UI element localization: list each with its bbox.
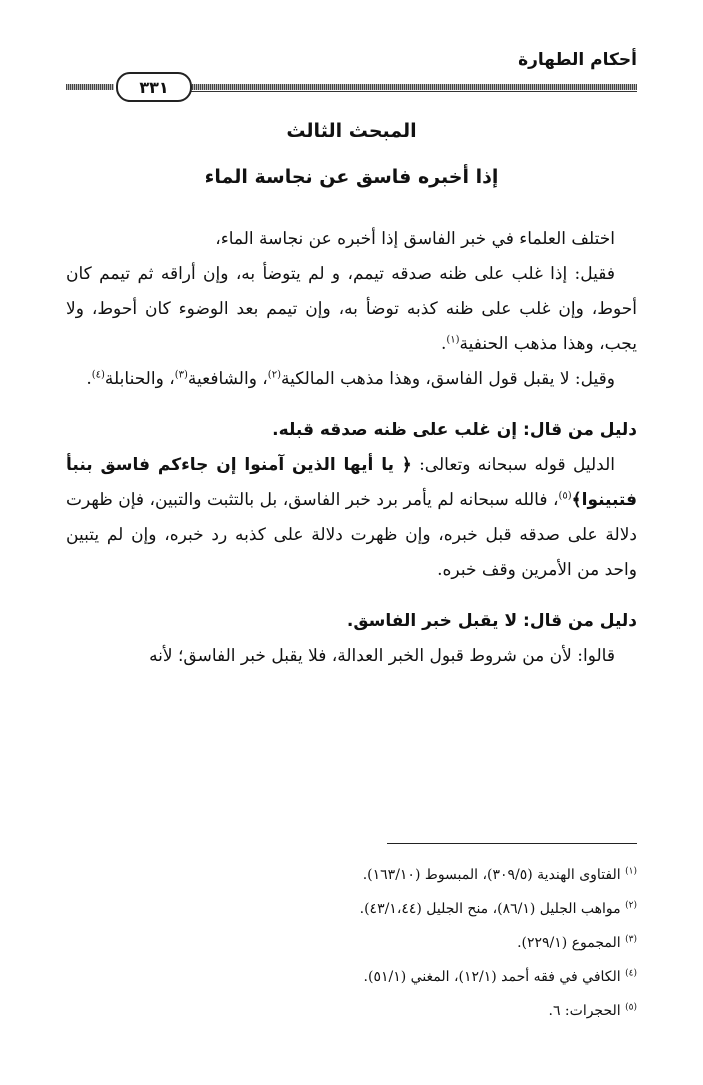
- footnote: [66, 858, 637, 892]
- paragraph-text: وقيل: لا يقبل قول الفاسق، وهذا مذهب المالكية: [280, 369, 615, 389]
- running-title: أحكام الطهارة: [518, 50, 637, 70]
- paragraph: [66, 362, 637, 397]
- paragraph: [66, 257, 637, 362]
- header-left-rule: [66, 84, 114, 90]
- evidence-heading: دليل من قال: إن غلب على ظنه صدقه قبله.: [272, 420, 637, 440]
- paragraph-text: ، والشافعية: [187, 369, 268, 389]
- footnote: [66, 994, 637, 1028]
- footnote-text: الفتاوى الهندية (٣٠٩/٥)، المبسوط (١٦٣/١٠).: [362, 867, 621, 883]
- quran-verse: ﴿ يا أيها الذين آمنوا إن جاءكم فاسق بنبأ فتبينوا﴾: [66, 455, 637, 510]
- header-rule: [190, 84, 637, 90]
- body-text: [66, 222, 637, 674]
- footnote-ref[interactable]: (٥): [558, 490, 572, 502]
- footnote-number: (٥): [625, 1002, 637, 1013]
- paragraph-text: فقيل: إذا غلب على ظنه صدقه تيمم، و لم يتوضأ به، وإن أراقه ثم تيمم كان أحوط، وإن غلب على ظنه كذبه توضأ به، وإن تيمم بعد الوضوء كان أحوط، ولا يجب، وهذا مذهب الحنفية: [66, 264, 637, 354]
- paragraph: [66, 448, 637, 588]
- footnote-ref[interactable]: (١): [446, 334, 460, 346]
- paragraph-text: ، فالله سبحانه لم يأمر برد خبر الفاسق، بل بالتثبت والتبين، فإن ظهرت دلالة على صدقه قبل خبره، وإن ظهرت دلالة على كذبه رد خبره، وإن لم يتبين واحد من الأمرين وقف خبره.: [66, 490, 637, 580]
- paragraph-text: ، والحنابلة: [104, 369, 175, 389]
- footnote-number: (٢): [625, 900, 637, 911]
- footnote-ref[interactable]: (٣): [174, 369, 188, 381]
- footnote-text: المجموع (٢٢٩/١).: [517, 935, 621, 951]
- paragraph: [66, 639, 637, 674]
- footnote-text: الحجرات: ٦.: [548, 1003, 621, 1019]
- evidence-heading: دليل من قال: لا يقبل خبر الفاسق.: [346, 611, 637, 631]
- footnote-separator: [387, 843, 637, 844]
- paragraph-text: الدليل قوله سبحانه وتعالى:: [411, 455, 615, 475]
- header-rule-thin: [190, 91, 637, 92]
- footnotes: [66, 858, 637, 1028]
- footnote-text: الكافي في فقه أحمد (١٢/١)، المغني (٥١/١).: [363, 969, 621, 985]
- footnote-number: (٣): [625, 934, 637, 945]
- footnote-text: مواهب الجليل (٨٦/١)، منح الجليل (٤٣/١،٤٤).: [359, 901, 621, 917]
- paragraph-text: قالوا: لأن من شروط قبول الخبر العدالة، فلا يقبل خبر الفاسق؛ لأنه: [149, 646, 615, 666]
- paragraph-text: .: [86, 369, 92, 389]
- footnote: [66, 960, 637, 994]
- paragraph-text: اختلف العلماء في خبر الفاسق إذا أخبره عن نجاسة الماء،: [215, 229, 615, 249]
- footnote: [66, 926, 637, 960]
- paragraph-text: .: [440, 334, 447, 354]
- section-title: المبحث الثالث: [286, 120, 417, 142]
- footnote-number: (١): [625, 866, 637, 877]
- footnote-ref[interactable]: (٢): [267, 369, 281, 381]
- footnote-ref[interactable]: (٤): [91, 369, 105, 381]
- footnote-number: (٤): [625, 968, 637, 979]
- footnote: [66, 892, 637, 926]
- page-number: ٣٣١: [116, 72, 192, 102]
- section-subtitle: إذا أخبره فاسق عن نجاسة الماء: [204, 166, 499, 188]
- paragraph: [66, 222, 637, 257]
